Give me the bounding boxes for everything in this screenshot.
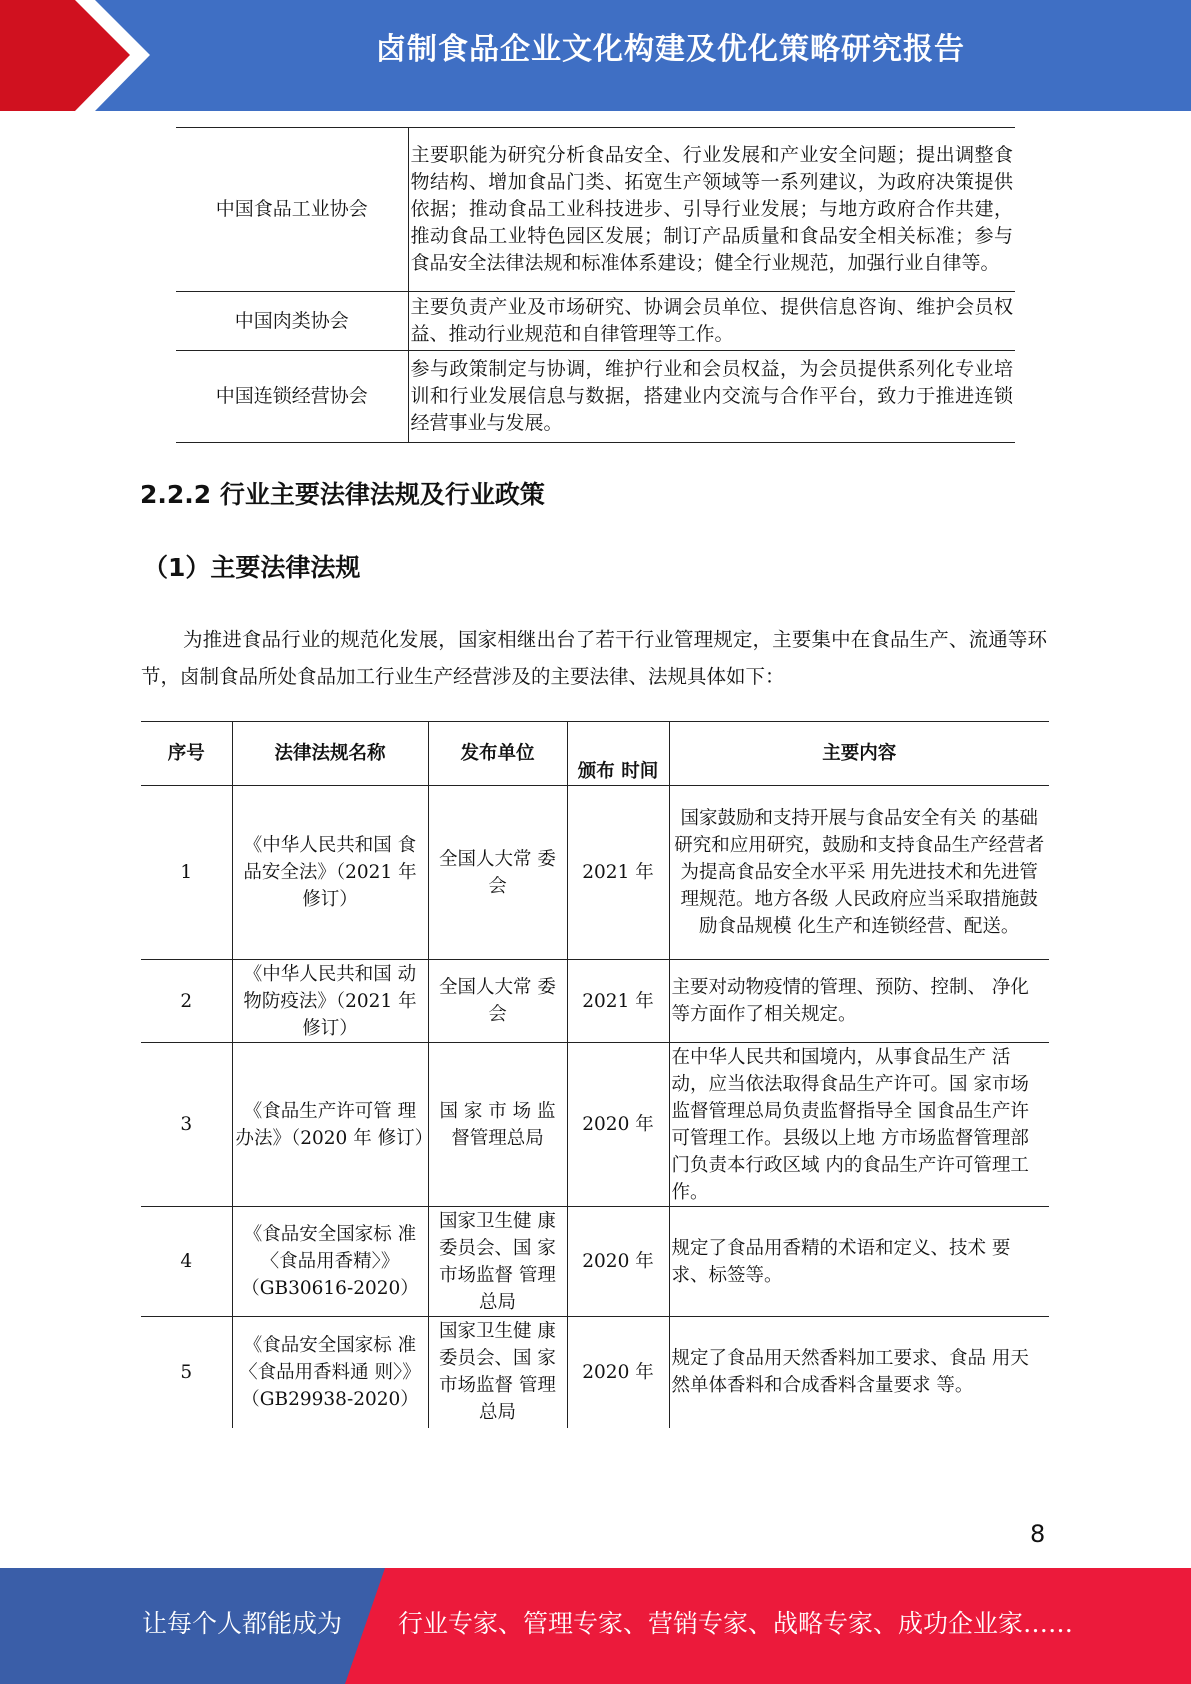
col-header-time: 颁布 时间 [567,722,669,786]
law-time: 2021 年 [567,786,669,960]
association-desc: 主要职能为研究分析食品安全、行业发展和产业安全问题；提出调整食物结构、增加食品门类、拓宽生产领域等一系列建议，为政府决策提供依据；推动食品工业科技进步、引导行业发展；与地方政府合作共建，推动食品工业特色园区发展；制订产品质量和食品安全相关标准；参与食品安全法律法规和标准体系建设；健全行业规范，加强行业自律等。 [408,128,1015,292]
page-footer [0,1568,1191,1684]
law-time: 2021 年 [567,960,669,1043]
law-name: 《中华人民共和国 食品安全法》（2021 年修订） [232,786,428,960]
table-row [176,128,1015,292]
section-heading: 2.2.2 行业主要法律法规及行业政策 [140,480,545,509]
intro-paragraph: 为推进食品行业的规范化发展，国家相继出台了若干行业管理规定，主要集中在食品生产、流通等环节，卤制食品所处食品加工行业生产经营涉及的主要法律、法规具体如下： [141,628,1047,688]
footer-slogan-left: 让每个人都能成为 [142,1609,343,1638]
law-content: 规定了食品用天然香料加工要求、食品 用天然单体香料和合成香料含量要求 等。 [669,1317,1049,1428]
table-row [141,1317,1049,1428]
association-name: 中国食品工业协会 [176,128,408,292]
association-desc: 主要负责产业及市场研究、协调会员单位、提供信息咨询、维护会员权益、推动行业规范和自律管理等工作。 [408,292,1015,351]
law-name: 《食品安全国家标 准〈食品用香料通 则〉》（GB29938-2020） [232,1317,428,1428]
law-org: 全国人大常 委会 [428,786,567,960]
law-name: 《食品生产许可管 理办法》（2020 年 修订） [232,1043,428,1207]
law-name: 《中华人民共和国 动物防疫法》（2021 年修订） [232,960,428,1043]
subsection-heading: （1）主要法律法规 [143,553,361,582]
law-no: 3 [141,1043,232,1207]
association-desc: 参与政策制定与协调，维护行业和会员权益，为会员提供系列化专业培训和行业发展信息与数据，搭建业内交流与合作平台，致力于推进连锁经营事业与发展。 [408,351,1015,443]
footer-slogan-right: 行业专家、管理专家、营销专家、战略专家、成功企业家…… [398,1609,1074,1638]
col-header-content: 主要内容 [669,722,1049,786]
table-row [141,786,1049,960]
association-name: 中国肉类协会 [176,292,408,351]
law-org: 国家卫生健 康委员会、国 家市场监督 管理总局 [428,1317,567,1428]
law-name: 《食品安全国家标 准〈食品用香精〉》（GB30616-2020） [232,1207,428,1317]
law-no: 4 [141,1207,232,1317]
table-row [176,351,1015,443]
law-content: 在中华人民共和国境内，从事食品生产 活动，应当依法取得食品生产许可。国 家市场监督管理总局负责监督指导全 国食品生产许可管理工作。县级以上地 方市场监督管理部门负责本行政区域 内的食品生产许可管理工作。 [669,1043,1049,1207]
law-time: 2020 年 [567,1043,669,1207]
law-content: 主要对动物疫情的管理、预防、控制、 净化等方面作了相关规定。 [669,960,1049,1043]
law-no: 1 [141,786,232,960]
law-org: 国家卫生健 康委员会、国 家市场监督 管理总局 [428,1207,567,1317]
association-name: 中国连锁经营协会 [176,351,408,443]
law-time: 2020 年 [567,1207,669,1317]
law-content: 国家鼓励和支持开展与食品安全有关 的基础研究和应用研究，鼓励和支持食品生产经营者为提高食品安全水平采 用先进技术和先进管理规范。地方各级 人民政府应当采取措施鼓励食品规模 化生产和连锁经营、配送。 [669,786,1049,960]
law-org: 全国人大常 委会 [428,960,567,1043]
col-header-no: 序号 [141,722,232,786]
table-row [141,1207,1049,1317]
page-number: 8 [1030,1520,1046,1548]
page-header [0,0,1191,111]
table-header-row [141,722,1049,786]
report-title: 卤制食品企业文化构建及优化策略研究报告 [376,32,965,67]
table-row [141,960,1049,1043]
table-row [141,1043,1049,1207]
table-row [176,292,1015,351]
law-time: 2020 年 [567,1317,669,1428]
col-header-name: 法律法规名称 [232,722,428,786]
law-content: 规定了食品用香精的术语和定义、技术 要求、标签等。 [669,1207,1049,1317]
association-table [176,127,1015,443]
law-no: 5 [141,1317,232,1428]
law-no: 2 [141,960,232,1043]
col-header-org: 发布单位 [428,722,567,786]
law-table [141,721,1049,1428]
law-org: 国 家 市 场 监督管理总局 [428,1043,567,1207]
